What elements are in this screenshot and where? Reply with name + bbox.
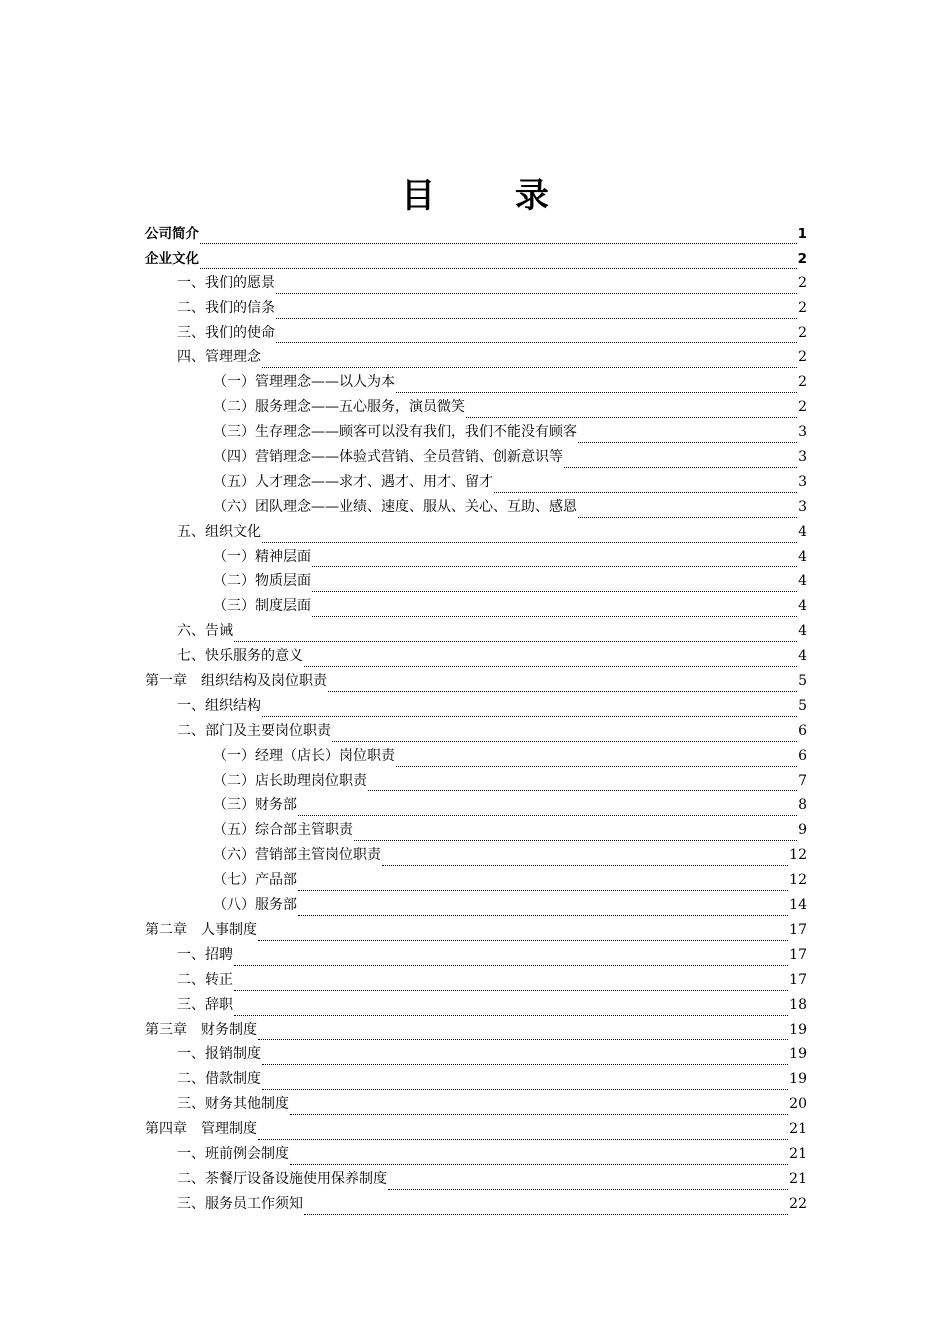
toc-entry[interactable] — [145, 1193, 807, 1218]
toc-page-number: 6 — [798, 747, 807, 764]
toc-page-number: 2 — [797, 250, 807, 267]
toc-entry[interactable] — [145, 620, 807, 645]
toc-dot-leader — [368, 789, 797, 791]
toc-dot-leader — [578, 516, 797, 518]
toc-page-number: 2 — [798, 349, 807, 366]
toc-page-number: 7 — [798, 772, 807, 789]
toc-entry-title: 一、招聘 — [177, 946, 233, 963]
toc-dot-leader — [304, 1213, 788, 1215]
toc-dot-leader — [262, 1088, 788, 1090]
toc-dot-leader — [328, 690, 797, 692]
toc-dot-leader — [354, 839, 797, 841]
toc-page-number: 4 — [798, 573, 807, 590]
toc-dot-leader — [494, 491, 797, 493]
toc-entry[interactable] — [145, 1043, 807, 1068]
toc-page-number: 3 — [798, 449, 807, 466]
toc-page-number: 19 — [789, 1046, 807, 1063]
toc-entry-title: 一、组织结构 — [177, 697, 261, 714]
toc-entry-title: 二、茶餐厅设备设施使用保养制度 — [177, 1170, 387, 1187]
toc-entry[interactable] — [145, 645, 807, 670]
toc-entry-title: 一、我们的愿景 — [177, 274, 275, 291]
toc-dot-leader — [258, 1138, 788, 1140]
toc-entry[interactable] — [145, 869, 807, 894]
toc-entry[interactable] — [145, 297, 807, 322]
toc-page-number: 12 — [789, 872, 807, 889]
toc-entry[interactable] — [145, 720, 807, 745]
toc-entry-title: （三）生存理念——顾客可以没有我们，我们不能没有顾客 — [213, 424, 577, 441]
toc-entry-title: （六）团队理念——业绩、速度、服从、关心、互助、感恩 — [213, 498, 577, 515]
toc-entry-title: 三、财务其他制度 — [177, 1096, 289, 1113]
toc-entry-title: （一）经理（店长）岗位职责 — [213, 747, 395, 764]
toc-entry-title: 一、报销制度 — [177, 1046, 261, 1063]
toc-entry[interactable] — [145, 1019, 807, 1044]
toc-dot-leader — [388, 1188, 788, 1190]
page-title: 目 录 — [401, 176, 583, 216]
toc-entry-title: 第四章 管理制度 — [145, 1121, 257, 1138]
toc-page-number: 19 — [789, 1021, 807, 1038]
toc-entry-title: （五）综合部主管职责 — [213, 822, 353, 839]
toc-dot-leader — [304, 665, 797, 667]
toc-entry-title: 企业文化 — [145, 250, 199, 267]
toc-dot-leader — [396, 765, 797, 767]
toc-entry[interactable] — [145, 471, 807, 496]
toc-entry[interactable] — [145, 894, 807, 919]
toc-entry[interactable] — [145, 496, 807, 521]
toc-dot-leader — [564, 466, 797, 468]
toc-entry-title: （五）人才理念——求才、遇才、用才、留才 — [213, 473, 493, 490]
toc-dot-leader — [200, 242, 797, 244]
toc-page-number: 19 — [789, 1071, 807, 1088]
toc-dot-leader — [234, 989, 788, 991]
toc-dot-leader — [200, 267, 797, 269]
toc-dot-leader — [382, 864, 788, 866]
toc-dot-leader — [298, 914, 788, 916]
toc-entry[interactable] — [145, 521, 807, 546]
toc-page-number: 22 — [789, 1195, 807, 1212]
toc-page-number: 1 — [797, 226, 807, 242]
toc-dot-leader — [258, 1038, 788, 1040]
toc-page-number: 3 — [798, 473, 807, 490]
toc-entry-title: 二、转正 — [177, 971, 233, 988]
toc-dot-leader — [234, 964, 788, 966]
toc-entry[interactable] — [145, 570, 807, 595]
toc-page-number: 21 — [789, 1145, 807, 1162]
toc-page-number: 21 — [789, 1170, 807, 1187]
toc-entry[interactable] — [145, 695, 807, 720]
table-of-contents — [145, 222, 807, 1218]
toc-entry[interactable] — [145, 396, 807, 421]
toc-page-number: 2 — [798, 299, 807, 316]
toc-dot-leader — [312, 615, 797, 617]
toc-entry-title: （二）服务理念——五心服务，演员微笑 — [213, 399, 465, 416]
toc-dot-leader — [276, 341, 797, 343]
toc-entry-title: 五、组织文化 — [177, 523, 261, 540]
toc-entry-title: 公司简介 — [145, 226, 199, 242]
toc-entry-title: （二）店长助理岗位职责 — [213, 772, 367, 789]
toc-page-number: 4 — [798, 623, 807, 640]
toc-entry[interactable] — [145, 770, 807, 795]
toc-entry[interactable] — [145, 745, 807, 770]
toc-entry[interactable] — [145, 969, 807, 994]
toc-dot-leader — [290, 1163, 788, 1165]
toc-entry-title: 三、辞职 — [177, 996, 233, 1013]
toc-page-number: 12 — [789, 847, 807, 864]
toc-dot-leader — [466, 416, 797, 418]
toc-entry-title: 三、我们的使命 — [177, 324, 275, 341]
toc-page-number: 3 — [798, 498, 807, 515]
toc-entry-title: 第二章 人事制度 — [145, 921, 257, 938]
toc-entry[interactable] — [145, 322, 807, 347]
toc-entry-title: 二、我们的信条 — [177, 299, 275, 316]
toc-entry[interactable] — [145, 446, 807, 471]
toc-entry-title: 四、管理理念 — [177, 349, 261, 366]
toc-dot-leader — [276, 317, 797, 319]
toc-dot-leader — [262, 1063, 788, 1065]
toc-dot-leader — [276, 292, 797, 294]
toc-dot-leader — [312, 590, 797, 592]
toc-page-number: 4 — [798, 523, 807, 540]
toc-entry-title: 三、服务员工作须知 — [177, 1195, 303, 1212]
toc-page-number: 14 — [789, 897, 807, 914]
toc-page-number: 17 — [789, 921, 807, 938]
toc-page-number: 2 — [798, 399, 807, 416]
toc-entry-title: 二、借款制度 — [177, 1071, 261, 1088]
toc-entry-title: 六、告诫 — [177, 623, 233, 640]
toc-entry[interactable] — [145, 994, 807, 1019]
toc-dot-leader — [258, 939, 788, 941]
toc-entry[interactable] — [145, 794, 807, 819]
toc-dot-leader — [298, 889, 788, 891]
toc-entry-title: （八）服务部 — [213, 897, 297, 914]
toc-entry[interactable] — [145, 371, 807, 396]
toc-page-number: 4 — [798, 648, 807, 665]
toc-dot-leader — [396, 391, 797, 393]
toc-dot-leader — [290, 1113, 788, 1115]
toc-entry-title: 一、班前例会制度 — [177, 1145, 289, 1162]
toc-page-number: 5 — [798, 697, 807, 714]
toc-entry-title: （六）营销部主管岗位职责 — [213, 847, 381, 864]
toc-entry[interactable] — [145, 819, 807, 844]
toc-entry[interactable] — [145, 944, 807, 969]
toc-entry[interactable] — [145, 346, 807, 371]
toc-entry[interactable] — [145, 670, 807, 695]
toc-dot-leader — [312, 565, 797, 567]
toc-entry[interactable] — [145, 1118, 807, 1143]
toc-page-number: 6 — [798, 722, 807, 739]
toc-page-number: 5 — [798, 673, 807, 690]
toc-dot-leader — [262, 715, 797, 717]
toc-dot-leader — [234, 640, 797, 642]
toc-page-number: 8 — [798, 797, 807, 814]
toc-entry[interactable] — [145, 546, 807, 571]
toc-page-number: 2 — [798, 374, 807, 391]
toc-entry-title: 第一章 组织结构及岗位职责 — [145, 673, 327, 690]
toc-page-number: 4 — [798, 548, 807, 565]
toc-entry[interactable] — [145, 247, 807, 272]
toc-dot-leader — [298, 814, 797, 816]
toc-dot-leader — [332, 740, 797, 742]
toc-entry-title: 二、部门及主要岗位职责 — [177, 722, 331, 739]
toc-page-number: 9 — [798, 822, 807, 839]
toc-page-number: 21 — [789, 1121, 807, 1138]
toc-entry[interactable] — [145, 844, 807, 869]
toc-entry[interactable] — [145, 222, 807, 247]
toc-page-number: 2 — [798, 274, 807, 291]
toc-page-number: 17 — [789, 971, 807, 988]
toc-entry[interactable] — [145, 595, 807, 620]
toc-entry-title: （七）产品部 — [213, 872, 297, 889]
toc-page-number: 17 — [789, 946, 807, 963]
toc-page-number: 3 — [798, 424, 807, 441]
toc-entry-title: （三）财务部 — [213, 797, 297, 814]
toc-entry[interactable] — [145, 1093, 807, 1118]
toc-entry[interactable] — [145, 272, 807, 297]
toc-entry[interactable] — [145, 1143, 807, 1168]
toc-entry[interactable] — [145, 919, 807, 944]
toc-page-number: 2 — [798, 324, 807, 341]
toc-entry-title: 七、快乐服务的意义 — [177, 648, 303, 665]
toc-entry-title: 第三章 财务制度 — [145, 1021, 257, 1038]
toc-dot-leader — [234, 1014, 788, 1016]
toc-dot-leader — [578, 441, 797, 443]
toc-page-number: 18 — [789, 996, 807, 1013]
toc-entry-title: （一）精神层面 — [213, 548, 311, 565]
toc-dot-leader — [262, 541, 797, 543]
toc-entry-title: （一）管理理念——以人为本 — [213, 374, 395, 391]
toc-page-number: 20 — [789, 1096, 807, 1113]
toc-entry-title: （三）制度层面 — [213, 598, 311, 615]
toc-entry[interactable] — [145, 1068, 807, 1093]
toc-entry[interactable] — [145, 1168, 807, 1193]
toc-entry-title: （二）物质层面 — [213, 573, 311, 590]
toc-entry-title: （四）营销理念——体验式营销、全员营销、创新意识等 — [213, 449, 563, 466]
toc-dot-leader — [262, 366, 797, 368]
toc-page-number: 4 — [798, 598, 807, 615]
toc-entry[interactable] — [145, 421, 807, 446]
